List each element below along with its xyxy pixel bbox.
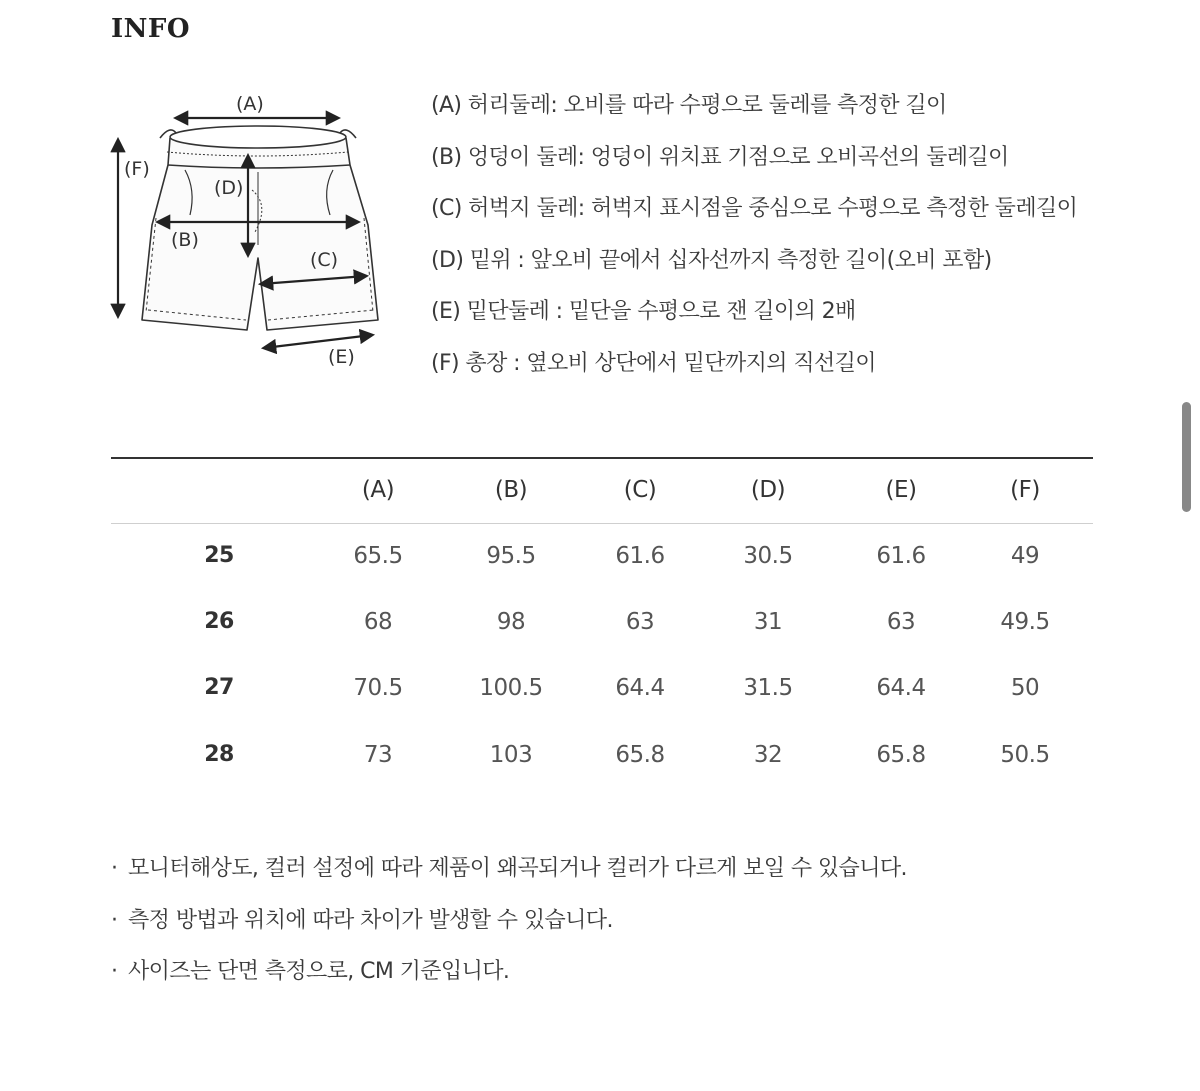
table-row [0,536,1200,576]
value-cell-a: 70.5 [353,675,403,701]
notice-text: 사이즈는 단면 측정으로, CM 기준입니다. [128,959,510,984]
notice-text: 측정 방법과 위치에 따라 차이가 발생할 수 있습니다. [128,907,613,933]
legend-item-f: (F) 총장 : 옆오비 상단에서 밑단까지의 직선길이 [431,350,876,376]
table-row [0,668,1200,708]
value-cell-d: 32 [753,742,783,768]
legend-item-e: (E) 밑단둘레 : 밑단을 수평으로 잰 길이의 2배 [431,299,856,324]
value-cell-b: 100.5 [479,675,543,701]
value-cell-f: 49.5 [1000,609,1050,635]
value-cell-c: 63 [625,609,655,635]
page-title: INFO [111,14,191,44]
legend-item-a: (A) 허리둘레: 오비를 따라 수평으로 둘레를 측정한 길이 [431,93,947,118]
value-cell-b: 98 [496,609,526,635]
value-cell-c: 64.4 [615,675,665,701]
value-cell-e: 63 [886,609,916,635]
legend-item-b: (B) 엉덩이 둘레: 엉덩이 위치표 기점으로 오비곡선의 둘레길이 [431,144,1009,170]
diagram-label-d: (D) [214,177,244,199]
notice-item [111,903,907,955]
value-cell-e: 61.6 [876,543,926,569]
header-cell-d: (D) [750,477,786,503]
header-cell-c: (C) [623,477,657,503]
value-cell-c: 65.8 [615,742,665,768]
value-cell-f: 50 [1010,675,1040,701]
size-cell: 27 [204,675,234,700]
diagram-label-a: (A) [236,93,264,115]
notice-item [111,851,907,903]
notice-list [111,851,907,1006]
diagram-label-c: (C) [310,249,339,271]
diagram-label-b: (B) [171,229,199,251]
value-cell-d: 31.5 [743,675,793,701]
legend-item-c: (C) 허벅지 둘레: 허벅지 표시점을 중심으로 수평으로 측정한 둘레길이 [431,196,1078,221]
size-cell: 26 [204,609,234,634]
measurement-legend [431,88,1077,397]
value-cell-d: 30.5 [743,543,793,569]
table-row [0,602,1200,642]
notice-text: 모니터해상도, 컬러 설정에 따라 제품이 왜곡되거나 컬러가 다르게 보일 수 있습니다. [128,856,907,881]
diagram-label-f: (F) [124,158,150,180]
size-cell: 25 [204,543,234,568]
waistband-opening [170,126,346,148]
value-cell-f: 49 [1010,543,1040,569]
value-cell-c: 61.6 [615,543,665,569]
shorts-diagram [100,80,400,380]
header-cell-f: (F) [1010,477,1040,503]
value-cell-b: 103 [489,742,533,768]
value-cell-e: 64.4 [876,675,926,701]
value-cell-a: 68 [363,609,393,635]
bullet: · [111,907,118,933]
value-cell-f: 50.5 [1000,742,1050,768]
value-cell-a: 73 [363,742,393,768]
header-cell-e: (E) [885,477,917,503]
value-cell-d: 31 [753,609,783,635]
table-row [0,735,1200,775]
size-table-header [0,470,1200,510]
scrollbar-thumb[interactable] [1182,402,1191,512]
notice-item [111,954,907,1006]
header-cell-a: (A) [361,477,395,503]
value-cell-a: 65.5 [353,543,403,569]
bullet: · [111,959,118,984]
diagram-label-e: (E) [328,346,355,368]
header-cell-b: (B) [494,477,528,503]
value-cell-e: 65.8 [876,742,926,768]
table-header-rule [111,523,1093,524]
value-cell-b: 95.5 [486,543,536,569]
legend-item-d: (D) 밑위 : 앞오비 끝에서 십자선까지 측정한 길이(오비 포함) [431,247,992,273]
size-cell: 28 [204,742,234,767]
table-top-rule [111,457,1093,459]
bullet: · [111,856,118,881]
